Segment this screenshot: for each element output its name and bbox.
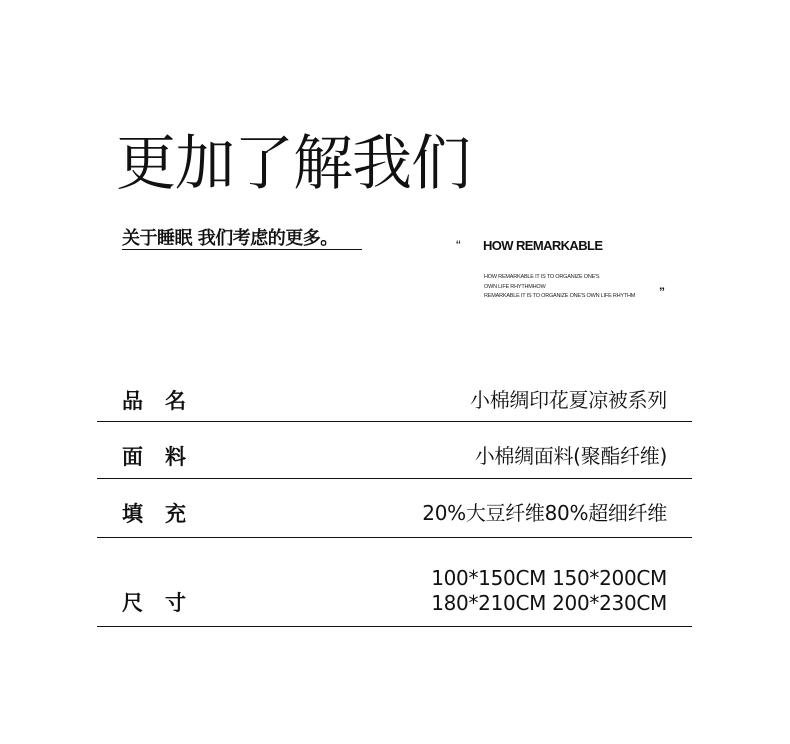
spec-label: 尺寸	[122, 591, 208, 615]
quote-body	[484, 273, 654, 302]
spec-value: 小棉绸印花夏凉被系列	[470, 388, 667, 412]
page-title: 更加了解我们	[116, 129, 470, 199]
page-subtitle: 关于睡眠 我们考虑的更多。	[122, 228, 338, 249]
quote-line: OWN LIFE RHYTHMHOW	[484, 283, 546, 290]
quote-line: REMARKABLE IT IS TO ORGANIZE ONE'S OWN LIFE RHYTHM	[484, 293, 636, 299]
subtitle-underline	[122, 249, 362, 250]
spec-row-fabric	[97, 422, 692, 479]
spec-row-name	[97, 380, 692, 422]
spec-value: 小棉绸面料(聚酯纤维)	[474, 444, 667, 468]
spec-table	[97, 380, 692, 627]
spec-label: 面料	[122, 445, 208, 469]
spec-value-sizes	[431, 566, 667, 616]
open-quote-mark: “	[456, 237, 461, 253]
size-line: 180*210CM 200*230CM	[431, 591, 667, 615]
spec-value: 20%大豆纤维80%超细纤维	[422, 501, 667, 525]
spec-label: 品名	[122, 389, 208, 413]
close-quote-mark: ”	[659, 285, 665, 299]
spec-row-size	[97, 538, 692, 627]
size-line: 100*150CM 150*200CM	[431, 566, 667, 590]
spec-row-filling	[97, 479, 692, 538]
quote-heading: HOW REMARKABLE	[483, 238, 603, 253]
quote-line: HOW REMARKABLE IT IS TO ORGANIZE ONE'S	[484, 274, 600, 280]
spec-label: 填充	[122, 502, 208, 526]
